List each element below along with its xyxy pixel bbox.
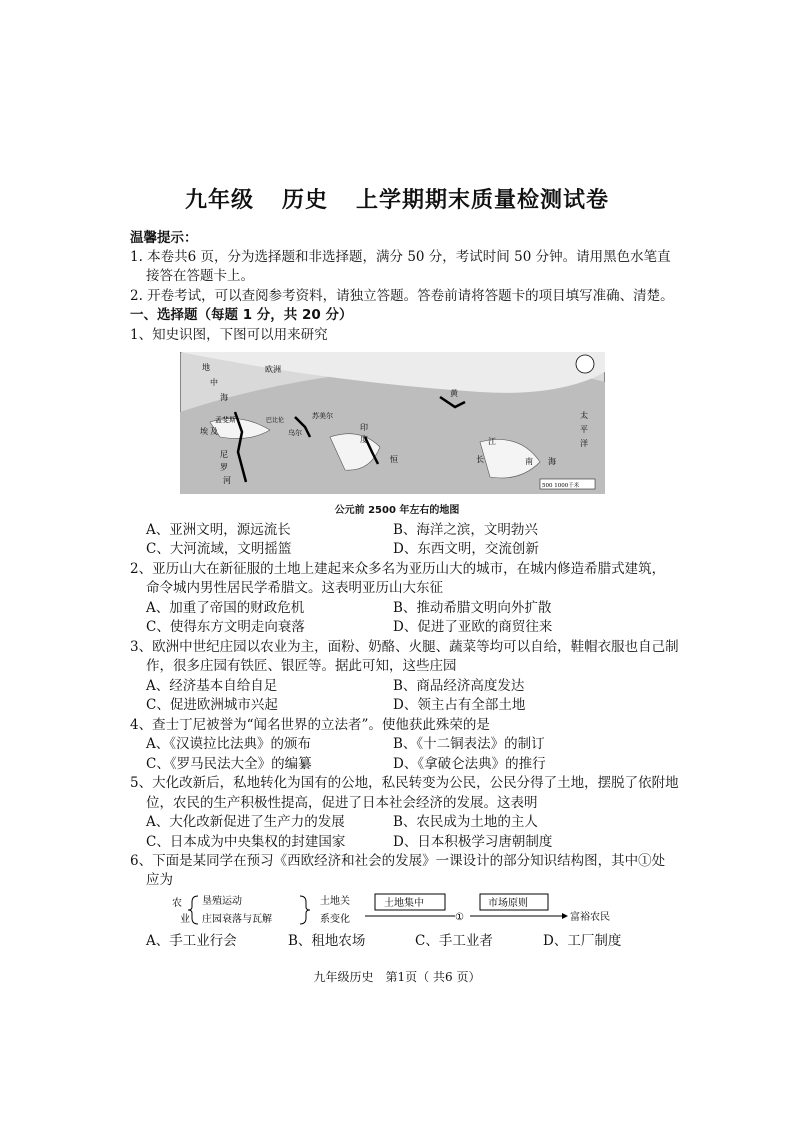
diagram-branch-1: 垦殖运动 (202, 896, 242, 907)
map-label-luo: 罗 (220, 463, 228, 472)
ancient-map (180, 352, 605, 494)
diagram-end: 富裕农民 (570, 912, 610, 923)
q4-option-c: C、《罗马民法大全》的编纂 (146, 756, 312, 772)
q1-stem: 1、知史识图，下图可以用来研究 (130, 327, 328, 343)
map-label-sumeier: 苏美尔 (312, 412, 333, 420)
map-label-europe: 欧洲 (265, 365, 281, 374)
diagram-ye: 业 (180, 914, 190, 925)
q6-option-d: D、工厂制度 (543, 933, 622, 949)
diagram-circle-1: ① (455, 912, 464, 923)
tips-heading: 温馨提示： (130, 230, 198, 246)
map-label-chang: 长 (476, 455, 484, 464)
q3-option-b: B、商品经济高度发达 (393, 678, 525, 694)
q3-option-a: A、经济基本自给自足 (146, 678, 278, 694)
map-label-menfei: 孟斐斯 (215, 416, 236, 424)
q1-option-b: B、海洋之滨，文明勃兴 (393, 522, 538, 538)
map-label-yang: 洋 (580, 439, 588, 448)
q3-stem-2: 作，很多庄园有铁匠、银匠等。据此可知，这些庄园 (146, 658, 457, 674)
q4-stem: 4、查士丁尼被誉为“闻名世界的立法者”。使他获此殊荣的是 (130, 717, 490, 733)
diagram-box-2: 市场原则 (488, 898, 528, 909)
map-label-du: 度 (360, 435, 368, 444)
map-label-yin: 印 (360, 423, 368, 432)
page-footer: 九年级历史 第1页（ 共6 页） (313, 970, 481, 984)
map-label-tai: 太 (580, 411, 588, 420)
q2-option-d: D、促进了亚欧的商贸往来 (393, 619, 553, 635)
map-label-ni: 尼 (220, 450, 228, 459)
q4-option-a: A、《汉谟拉比法典》的颁布 (146, 736, 311, 752)
map-label-wuer: 乌尔 (288, 429, 302, 437)
q5-option-b: B、农民成为土地的主人 (393, 814, 538, 830)
map-label-jiang: 江 (488, 437, 496, 446)
q5-stem-2: 位，农民的生产积极性提高，促进了日本社会经济的发展。这表明 (146, 795, 538, 811)
q2-option-c: C、使得东方文明走向衰落 (146, 619, 305, 635)
page-title (0, 183, 794, 214)
title-name: 上学期期末质量检测试卷 (356, 188, 610, 213)
q6-stem-1: 6、下面是某同学在预习《西欧经济和社会的发展》一课设计的部分知识结构图，其中①处 (130, 853, 666, 869)
map-label-ji: 及 (210, 427, 218, 436)
map-label-ai: 埃 (200, 427, 208, 436)
q1-option-d: D、东西文明，交流创新 (393, 541, 539, 557)
q1-option-a: A、亚洲文明，源远流长 (146, 522, 291, 538)
q4-option-b: B、《十二铜表法》的制订 (393, 736, 545, 752)
map-label-huang: 黄 (450, 389, 458, 398)
q6-stem-2: 应为 (146, 872, 173, 888)
map-label-he: 河 (223, 476, 231, 485)
knowledge-structure-diagram (170, 890, 650, 930)
q2-option-a: A、加重了帝国的财政危机 (146, 600, 305, 616)
q2-stem-2: 命令城内男性居民学希腊文。这表明亚历山大东征 (146, 580, 443, 596)
q6-option-b: B、租地农场 (288, 933, 366, 949)
map-caption: 公元前 2500 年左右的地图 (334, 505, 460, 516)
q3-stem-1: 3、欧洲中世纪庄园以农业为主，面粉、奶酪、火腿、蔬菜等均可以自给，鞋帽衣服也自己制 (130, 639, 679, 655)
q6-option-a: A、手工业行会 (146, 933, 237, 949)
q2-stem-1: 2、亚历山大在新征服的土地上建起来众多名为亚历山大的城市，在城内修造希腊式建筑， (130, 561, 666, 577)
q5-option-a: A、大化改新促进了生产力的发展 (146, 814, 345, 830)
q3-option-c: C、促进欧洲城市兴起 (146, 697, 278, 713)
section-heading: 一、选择题（每题 1 分，共 20 分） (130, 307, 353, 323)
diagram-nong: 农 (172, 898, 182, 909)
q6-option-c: C、手工业者 (415, 933, 493, 949)
map-label-nan: 南 (525, 457, 533, 466)
q2-option-b: B、推动希腊文明向外扩散 (393, 600, 552, 616)
diagram-box-1: 土地集中 (384, 898, 424, 909)
q4-option-d: D、《拿破仑法典》的推行 (393, 756, 546, 772)
q5-option-d: D、日本积极学习唐朝制度 (393, 834, 553, 850)
tips-line-1: 1. 本卷共6 页，分为选择题和非选择题，满分 50 分，考试时间 50 分钟。请用黑色水笔直 (130, 249, 671, 265)
q1-option-c: C、大河流域，文明摇篮 (146, 541, 292, 557)
q5-stem-1: 5、大化改新后，私地转化为国有的公地，私民转变为公民，公民分得了土地，摆脱了依附地 (130, 775, 679, 791)
map-label-zhong: 中 (210, 378, 218, 387)
diagram-land-1: 土地关 (320, 896, 350, 907)
diagram-land-2: 系变化 (320, 914, 350, 925)
title-subject: 历史 (281, 188, 328, 213)
map-label-babylon: 巴比伦 (266, 417, 285, 424)
tips-line-2: 接答在答题卡上。 (146, 268, 254, 284)
title-grade: 九年级 (184, 188, 254, 213)
map-label-heng: 恒 (390, 455, 398, 464)
map-label-nanhai: 海 (548, 457, 556, 466)
map-label-hai: 海 (220, 393, 228, 402)
map-label-di: 地 (202, 363, 210, 372)
diagram-branch-2: 庄园衰落与瓦解 (202, 914, 272, 925)
map-scale: 500 1000千米 (542, 483, 580, 489)
q5-option-c: C、日本成为中央集权的封建国家 (146, 834, 346, 850)
map-label-ping: 平 (580, 425, 588, 434)
q3-option-d: D、领主占有全部土地 (393, 697, 526, 713)
tips-line-3: 2. 开卷考试，可以查阅参考资料，请独立答题。答卷前请将答题卡的项目填写准确、清楚。 (130, 288, 674, 304)
